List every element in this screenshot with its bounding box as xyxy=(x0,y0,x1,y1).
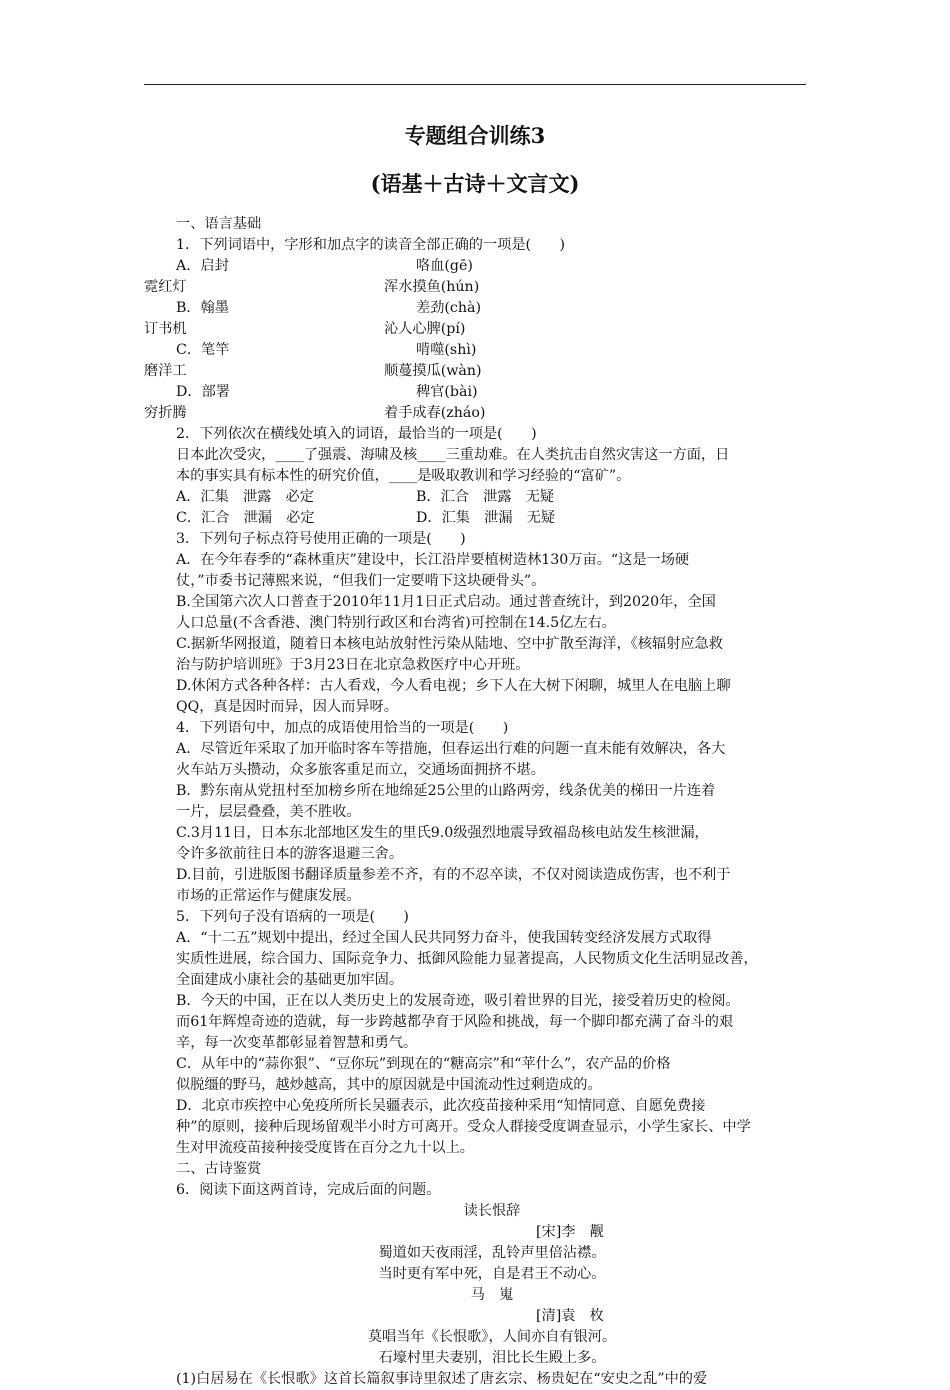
q2-options-row xyxy=(176,508,808,529)
poem1-title: 读长恨辞 xyxy=(463,1203,521,1219)
q1-word: 差劲(chà) xyxy=(416,300,481,316)
q4-option-a: A．尽管近年采取了加开临时客车等措施，但春运出行难的问题一直未能有效解决，各大 xyxy=(176,741,726,757)
q5-option-d-cont: 种”的原则，接种后现场留观半小时方可离开。受众人群接受度调查显示，小学生家长、中学 xyxy=(176,1119,751,1135)
section-heading-language: 一、语言基础 xyxy=(176,216,262,232)
q1-word: 订书机 xyxy=(144,321,187,337)
q3-stem: 3．下列句子标点符号使用正确的一项是( ) xyxy=(176,531,466,547)
q1-word: 霓红灯 xyxy=(144,279,187,295)
q5-stem: 5．下列句子没有语病的一项是( ) xyxy=(176,909,409,925)
q1-word: 浑水摸鱼(hún) xyxy=(384,279,480,295)
q1-row xyxy=(144,319,808,340)
q2-option-b: B．汇合 泄露 无疑 xyxy=(416,489,555,505)
q2-passage-cont: 本的事实具有标本性的研究价值，____是吸取教训和学习经验的“富矿”。 xyxy=(176,468,631,484)
q1-word: 啃噬(shì) xyxy=(416,342,477,358)
poem2-line: 石壕村里夫妻别，泪比长生殿上多。 xyxy=(378,1350,606,1366)
q4-option-c: C.3月11日，日本东北部地区发生的里氏9.0级强烈地震导致福岛核电站发生核泄漏， xyxy=(176,825,709,841)
q2-passage: 日本此次受灾，____了强震、海啸及核____三重劫难。在人类抗击自然灾害这一方面，日 xyxy=(176,447,730,463)
q1-word: C．笔竿 xyxy=(176,342,230,358)
q1-row xyxy=(144,277,808,298)
q6-subquestion-1: (1)白居易在《长恨歌》这首长篇叙事诗里叙述了唐玄宗、杨贵妃在“安史之乱”中的爱 xyxy=(176,1371,708,1387)
q4-option-a-cont: 火车站万头攒动，众多旅客重足而立，交通场面拥挤不堪。 xyxy=(176,762,545,778)
q3-option-b: B.全国第六次人口普查于2010年11月1日正式启动。通过普查统计，到2020年，全国 xyxy=(176,594,716,610)
q2-options-row xyxy=(176,487,808,508)
q1-word: 顺蔓摸瓜(wàn) xyxy=(384,363,482,379)
q1-word: B．翰墨 xyxy=(176,300,229,316)
q1-row xyxy=(176,256,808,277)
q2-option-d: D．汇集 泄漏 无疑 xyxy=(416,510,556,526)
q1-row xyxy=(144,403,808,424)
q1-word: 沁人心脾(pí) xyxy=(384,321,466,337)
poem1-line: 蜀道如天夜雨淫，乱铃声里倍沾襟。 xyxy=(378,1245,606,1261)
q4-stem: 4．下列语句中，加点的成语使用恰当的一项是( ) xyxy=(176,720,509,736)
page-subtitle: (语基＋古诗＋文言文) xyxy=(370,171,580,196)
poem2-title: 马 嵬 xyxy=(470,1287,514,1303)
q1-word: A．启封 xyxy=(176,258,229,274)
section-heading-poetry: 二、古诗鉴赏 xyxy=(176,1161,262,1177)
q3-option-b-cont: 人口总量(不含香港、澳门特别行政区和台湾省)可控制在14.5亿左右。 xyxy=(176,615,616,631)
q5-option-b-cont: 辛，每一次变革都彰显着智慧和勇气。 xyxy=(176,1035,418,1051)
q5-option-a-cont: 全面建成小康社会的基础更加牢固。 xyxy=(176,972,404,988)
q1-word: 穷折腾 xyxy=(144,405,187,421)
q4-option-b-cont: 一片，层层叠叠，美不胜收。 xyxy=(176,804,361,820)
q1-word: 磨洋工 xyxy=(144,363,187,379)
q3-option-c-cont: 治与防护培训班》于3月23日在北京急救医疗中心开班。 xyxy=(176,657,530,673)
q3-option-a: A．在今年春季的“森林重庆”建设中，长江沿岸要植树造林130万亩。“这是一场硬 xyxy=(176,552,690,568)
q3-option-d-cont: QQ，真是因时而异，因人而异呀。 xyxy=(176,699,398,715)
q5-option-b-cont: 而61年辉煌奇迹的造就，每一步跨越都孕育于风险和挑战，每一个脚印都充满了奋斗的艰 xyxy=(176,1014,734,1030)
q3-option-a-cont: 仗，”市委书记薄熙来说，“但我们一定要啃下这块硬骨头”。 xyxy=(176,573,546,589)
q1-row xyxy=(176,340,808,361)
q4-option-d: D.目前，引进版图书翻译质量参差不齐，有的不忍卒读，不仅对阅读造成伤害，也不利于 xyxy=(176,867,731,883)
q1-row xyxy=(176,382,808,403)
q5-option-d: D．北京市疾控中心免疫所所长吴疆表示，此次疫苗接种采用“知情同意、自愿免费接 xyxy=(176,1098,706,1114)
exercise-body xyxy=(144,214,808,1390)
top-rule xyxy=(144,84,806,85)
poem2-author: [清]袁 枚 xyxy=(536,1308,604,1324)
q2-option-a: A．汇集 泄露 必定 xyxy=(176,489,314,505)
q5-option-a-cont: 实质性进展，综合国力、国际竞争力、抵御风险能力显著提高，人民物质文化生活明显改善， xyxy=(176,951,758,967)
q6-stem: 6．阅读下面这两首诗，完成后面的问题。 xyxy=(176,1182,441,1198)
q5-option-a: A．“十二五”规划中提出，经过全国人民共同努力奋斗，使我国转变经济发展方式取得 xyxy=(176,930,712,946)
q4-option-b: B．黔东南从党扭村至加榜乡所在地绵延25公里的山路两旁，线条优美的梯田一片连着 xyxy=(176,783,716,799)
q1-row xyxy=(144,361,808,382)
q2-option-c: C．汇合 泄漏 必定 xyxy=(176,510,315,526)
q5-option-b: B．今天的中国，正在以人类历史上的发展奇迹，吸引着世界的目光，接受着历史的检阅。 xyxy=(176,993,740,1009)
q5-option-d-cont: 生对甲流疫苗接种接受度皆在百分之九十以上。 xyxy=(176,1140,474,1156)
q2-stem: 2．下列依次在横线处填入的词语，最恰当的一项是( ) xyxy=(176,426,537,442)
q1-stem: 1．下列词语中，字形和加点字的读音全部正确的一项是( ) xyxy=(176,237,565,253)
q3-option-c: C.据新华网报道，随着日本核电站放射性污染从陆地、空中扩散至海洋，《核辐射应急救 xyxy=(176,636,723,652)
q1-word: D．部署 xyxy=(176,384,230,400)
q3-option-d: D.休闲方式各种各样：古人看戏，今人看电视；乡下人在大树下闲聊，城里人在电脑上聊 xyxy=(176,678,731,694)
q1-row xyxy=(176,298,808,319)
q5-option-c-cont: 似脱缰的野马，越炒越高，其中的原因就是中国流动性过剩造成的。 xyxy=(176,1077,602,1093)
q5-option-c: C．从年中的“蒜你狠”、“豆你玩”到现在的“糖高宗”和“苹什么”，农产品的价格 xyxy=(176,1056,671,1072)
q4-option-d-cont: 市场的正常运作与健康发展。 xyxy=(176,888,361,904)
q4-option-c-cont: 令许多欲前往日本的游客退避三舍。 xyxy=(176,846,404,862)
q1-word: 咯血(gē) xyxy=(416,258,473,274)
q1-word: 稗官(bài) xyxy=(416,384,478,400)
q1-word: 着手成春(zháo) xyxy=(384,405,486,421)
poem1-author: [宋]李 觏 xyxy=(536,1224,604,1240)
poem2-line: 莫唱当年《长恨歌》，人间亦自有银河。 xyxy=(367,1329,617,1345)
page-title: 专题组合训练3 xyxy=(404,123,546,148)
poem1-line: 当时更有军中死，自是君王不动心。 xyxy=(378,1266,606,1282)
